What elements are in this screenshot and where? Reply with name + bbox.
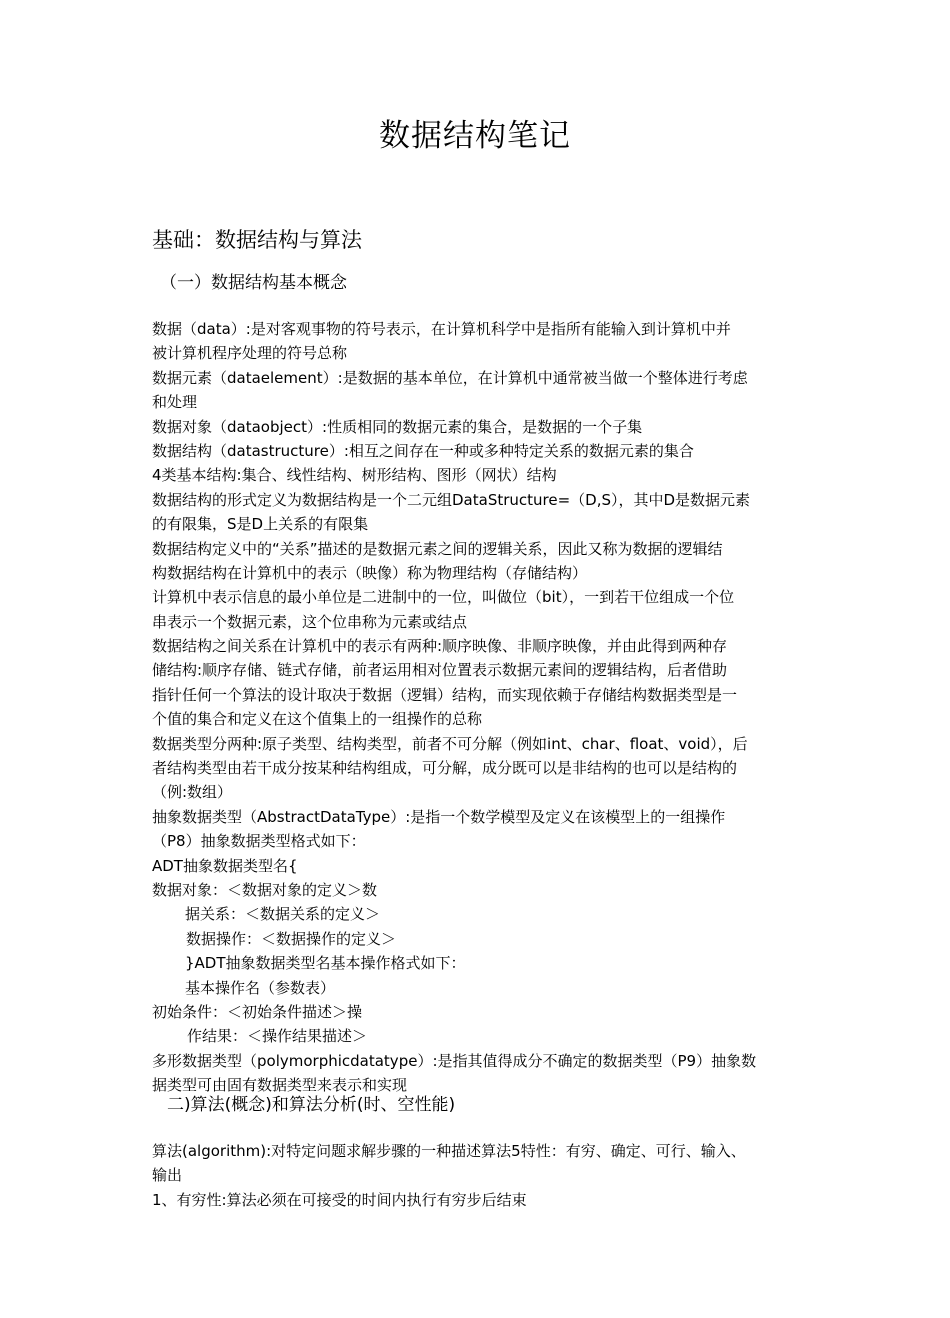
section1-body: [152, 317, 812, 1098]
document-title: 数据结构笔记: [379, 118, 571, 154]
body-line: 基本操作名（参数表）: [185, 978, 336, 997]
body-line: 指针任何一个算法的设计取决于数据（逻辑）结构，而实现依赖于存储结构数据类型是一: [152, 685, 738, 704]
body-line: 数据结构（datastructure）:相互之间存在一种或多种特定关系的数据元素的集合: [152, 441, 694, 460]
body-line: 构数据结构在计算机中的表示（映像）称为物理结构（存储结构）: [152, 563, 588, 582]
body-line: 数据操作：＜数据操作的定义＞: [186, 929, 397, 948]
subsection-heading-algorithms: 二)算法(概念)和算法分析(时、空性能): [167, 1095, 456, 1115]
body-line: 输出: [152, 1166, 183, 1185]
body-line: 个值的集合和定义在这个值集上的一组操作的总称: [152, 710, 483, 729]
body-line: 算法(algorithm):对特定问题求解步骤的一种描述算法5特性：有穷、确定、可行、输入、: [152, 1142, 746, 1160]
body-line: 被计算机程序处理的符号总称: [152, 344, 348, 363]
body-line: 储结构:顺序存储、链式存储，前者运用相对位置表示数据元素间的逻辑结构，后者借助: [152, 661, 728, 680]
body-line: （例:数组）: [152, 783, 233, 802]
body-line: 数据结构定义中的“关系”描述的是数据元素之间的逻辑关系，因此又称为数据的逻辑结: [152, 539, 723, 558]
body-line: 和处理: [152, 393, 198, 412]
body-line: 串表示一个数据元素，这个位串称为元素或结点: [152, 612, 468, 631]
body-line: 数据对象：＜数据对象的定义＞数: [152, 880, 378, 899]
body-line: 数据结构的形式定义为数据结构是一个二元组DataStructure=（D,S），其中D是数据元素: [152, 490, 751, 509]
body-line: 4类基本结构:集合、线性结构、树形结构、图形（网状）结构: [152, 466, 557, 485]
body-line: 数据结构之间关系在计算机中的表示有两种:顺序映像、非顺序映像，并由此得到两种存: [152, 637, 728, 656]
body-line: 者结构类型由若干成分按某种结构组成，可分解，成分既可以是非结构的也可以是结构的: [152, 759, 738, 778]
body-line: 据关系：＜数据关系的定义＞: [185, 905, 381, 924]
body-line: 数据元素（dataelement）:是数据的基本单位，在计算机中通常被当做一个整体进行考虑: [152, 368, 748, 387]
section-heading-basics: 基础：数据结构与算法: [152, 228, 362, 252]
body-line: 计算机中表示信息的最小单位是二进制中的一位，叫做位（bit），一到若干位组成一个位: [152, 588, 735, 607]
body-line: （P8）抽象数据类型格式如下：: [152, 832, 366, 851]
body-line: 1、有穷性:算法必须在可接受的时间内执行有穷步后结束: [152, 1190, 527, 1209]
body-line: 初始条件：＜初始条件描述＞操: [152, 1002, 363, 1021]
body-line: ADT抽象数据类型名{: [152, 856, 298, 875]
body-line: 作结果：＜操作结果描述＞: [187, 1027, 368, 1046]
body-line: 数据类型分两种:原子类型、结构类型，前者不可分解（例如int、char、float、void），后: [152, 734, 748, 753]
section2-body: [152, 1139, 812, 1212]
body-line: 抽象数据类型（AbstractDataType）:是指一个数学模型及定义在该模型上的一组操作: [152, 807, 726, 826]
body-line: 的有限集，S是D上关系的有限集: [152, 515, 369, 534]
body-line: }ADT抽象数据类型名基本操作格式如下：: [185, 954, 466, 973]
body-line: 多形数据类型（polymorphicdatatype）:是指其值得成分不确定的数据类型（P9）抽象数: [152, 1051, 757, 1070]
body-line: 数据对象（dataobject）:性质相同的数据元素的集合，是数据的一个子集: [152, 417, 643, 436]
body-line: 数据（data）:是对客观事物的符号表示，在计算机科学中是指所有能输入到计算机中并: [152, 320, 731, 338]
subsection-heading-data-structure-concepts: （一）数据结构基本概念: [160, 273, 347, 293]
body-line: 据类型可由固有数据类型来表示和实现: [152, 1076, 408, 1095]
